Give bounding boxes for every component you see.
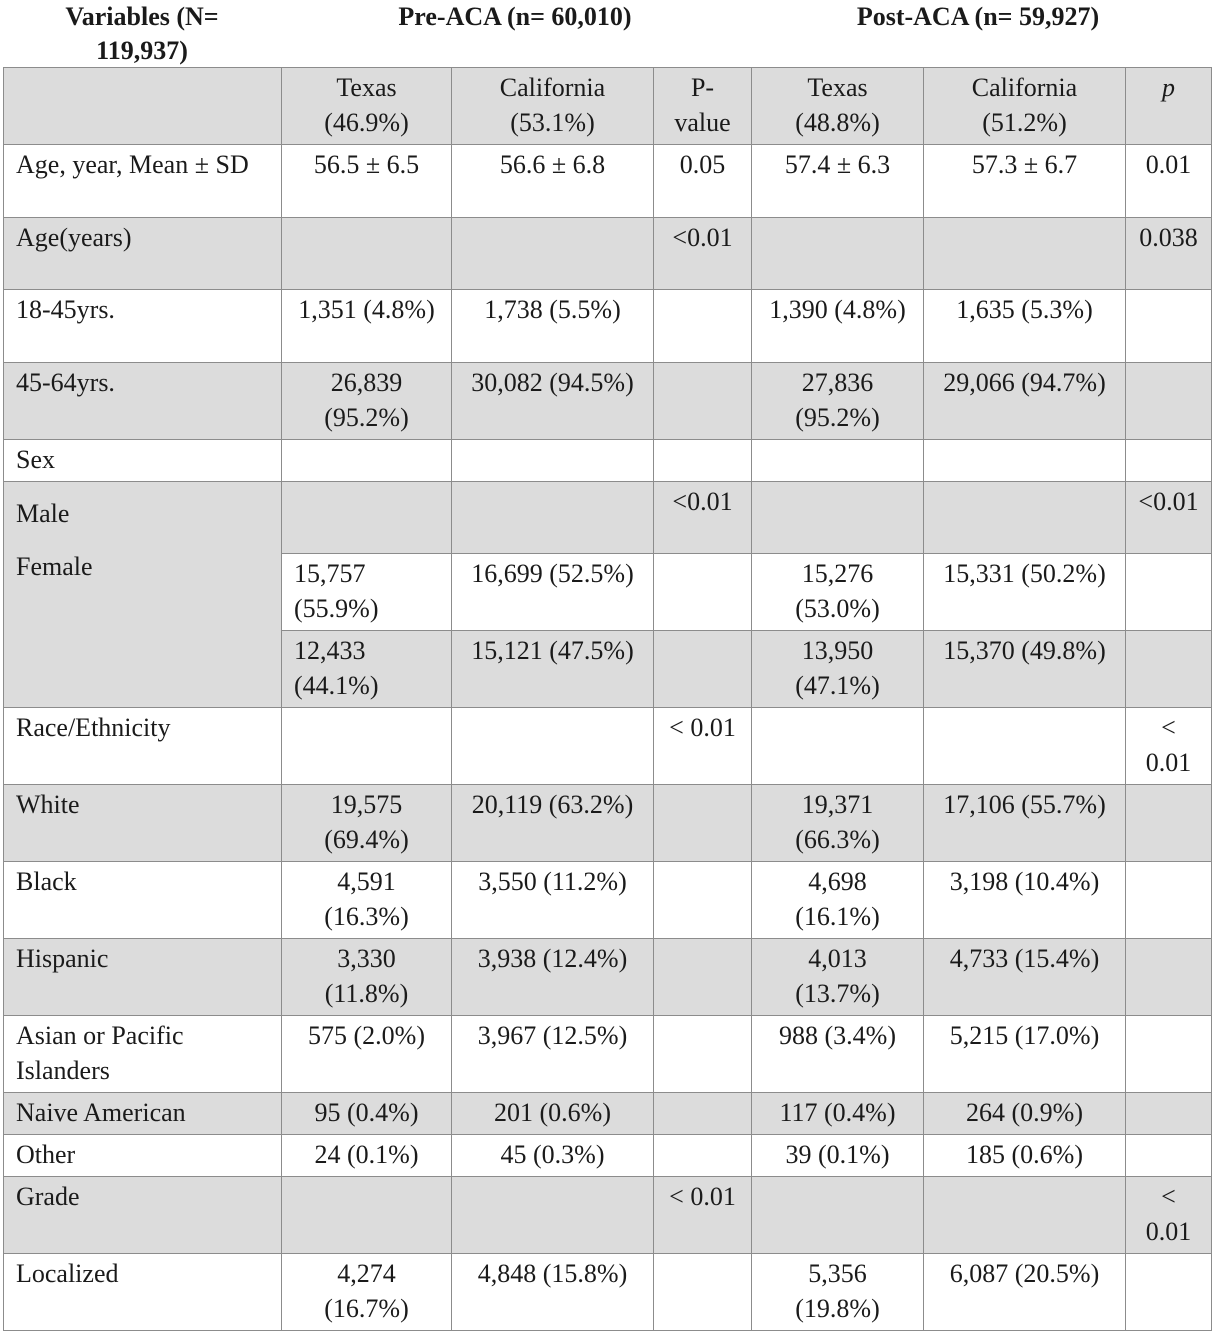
subheader-blank <box>4 68 282 145</box>
demographics-table <box>3 67 1212 1331</box>
cell-pre-california <box>452 708 654 785</box>
cell-post-p: 0.01 <box>1126 145 1212 218</box>
cell-pre-texas: 4,591 (16.3%) <box>282 862 452 939</box>
cell-pre-pvalue <box>654 440 752 482</box>
cell-pre-texas <box>282 708 452 785</box>
row-label: Age, year, Mean ± SD <box>4 145 282 218</box>
cell-pre-california <box>452 1177 654 1254</box>
cell-pre-texas <box>282 1177 452 1254</box>
cell-post-texas: 57.4 ± 6.3 <box>752 145 924 218</box>
cell-pre-california <box>452 218 654 290</box>
cell-post-p: < 0.01 <box>1126 708 1212 785</box>
cell-pre-texas: 95 (0.4%) <box>282 1093 452 1135</box>
cell-pre-texas <box>282 218 452 290</box>
cell-pre-texas: 56.5 ± 6.5 <box>282 145 452 218</box>
row-label: Sex <box>4 440 282 482</box>
cell-post-p <box>1126 862 1212 939</box>
table-row-white <box>4 785 1212 862</box>
cell-pre-california: 3,938 (12.4%) <box>452 939 654 1016</box>
table-row-hispanic <box>4 939 1212 1016</box>
cell-pre-texas <box>282 440 452 482</box>
cell-pre-pvalue: < 0.01 <box>654 1177 752 1254</box>
cell-post-p: < 0.01 <box>1126 1177 1212 1254</box>
cell-post-p: <0.01 <box>1126 482 1212 554</box>
cell-post-california <box>924 708 1126 785</box>
row-label: Naive American <box>4 1093 282 1135</box>
cell-post-p <box>1126 1093 1212 1135</box>
cell-pre-pvalue <box>654 363 752 440</box>
cell-post-california: 185 (0.6%) <box>924 1135 1126 1177</box>
cell-post-p <box>1126 554 1212 631</box>
subheader-post-texas: Texas (48.8%) <box>752 68 924 145</box>
cell-post-california: 15,331 (50.2%) <box>924 554 1126 631</box>
label-male: Male <box>16 499 70 528</box>
cell-post-california: 264 (0.9%) <box>924 1093 1126 1135</box>
table-row-age-mean <box>4 145 1212 218</box>
cell-post-texas: 1,390 (4.8%) <box>752 290 924 363</box>
cell-post-texas: 19,371 (66.3%) <box>752 785 924 862</box>
cell-pre-california: 15,121 (47.5%) <box>452 631 654 708</box>
subheader-pre-pvalue: P-value <box>654 68 752 145</box>
cell-pre-pvalue <box>654 785 752 862</box>
cell-pre-pvalue <box>654 290 752 363</box>
cell-post-p <box>1126 363 1212 440</box>
cell-pre-pvalue <box>654 1254 752 1331</box>
cell-post-california: 6,087 (20.5%) <box>924 1254 1126 1331</box>
cell-post-texas: 27,836 (95.2%) <box>752 363 924 440</box>
cell-pre-california: 3,967 (12.5%) <box>452 1016 654 1093</box>
cell-post-california: 15,370 (49.8%) <box>924 631 1126 708</box>
cell-post-california: 5,215 (17.0%) <box>924 1016 1126 1093</box>
cell-post-texas: 15,276 (53.0%) <box>752 554 924 631</box>
row-label: 45-64yrs. <box>4 363 282 440</box>
cell-post-california <box>924 440 1126 482</box>
cell-post-texas: 13,950 (47.1%) <box>752 631 924 708</box>
cell-post-texas <box>752 1177 924 1254</box>
cell-post-p <box>1126 1135 1212 1177</box>
cell-pre-texas: 12,433 (44.1%) <box>282 631 452 708</box>
cell-pre-texas: 26,839 (95.2%) <box>282 363 452 440</box>
table-subheader-row <box>4 68 1212 145</box>
cell-post-texas <box>752 708 924 785</box>
cell-pre-texas: 15,757 (55.9%) <box>282 554 452 631</box>
cell-post-california: 57.3 ± 6.7 <box>924 145 1126 218</box>
cell-pre-california: 1,738 (5.5%) <box>452 290 654 363</box>
cell-post-texas: 4,013 (13.7%) <box>752 939 924 1016</box>
cell-pre-california <box>452 440 654 482</box>
cell-pre-pvalue: 0.05 <box>654 145 752 218</box>
cell-pre-pvalue <box>654 862 752 939</box>
row-label: Age(years) <box>4 218 282 290</box>
cell-pre-california: 56.6 ± 6.8 <box>452 145 654 218</box>
cell-post-california <box>924 218 1126 290</box>
row-label: Asian or Pacific Islanders <box>4 1016 282 1093</box>
table-row-black <box>4 862 1212 939</box>
header-variables: Variables (N= 119,937) <box>65 2 219 65</box>
cell-pre-texas <box>282 482 452 554</box>
cell-post-p: 0.038 <box>1126 218 1212 290</box>
cell-pre-texas: 19,575 (69.4%) <box>282 785 452 862</box>
table-row-sex <box>4 440 1212 482</box>
cell-pre-california <box>452 482 654 554</box>
cell-pre-pvalue: < 0.01 <box>654 708 752 785</box>
row-label: Hispanic <box>4 939 282 1016</box>
cell-post-texas: 117 (0.4%) <box>752 1093 924 1135</box>
sex-labels-cell <box>4 482 282 708</box>
cell-pre-california: 16,699 (52.5%) <box>452 554 654 631</box>
label-female: Female <box>16 552 93 581</box>
subheader-post-california: California (51.2%) <box>924 68 1126 145</box>
cell-pre-pvalue <box>654 939 752 1016</box>
row-label: Black <box>4 862 282 939</box>
cell-post-p <box>1126 1016 1212 1093</box>
cell-pre-texas: 3,330 (11.8%) <box>282 939 452 1016</box>
table-row-age-18-45 <box>4 290 1212 363</box>
cell-pre-texas: 575 (2.0%) <box>282 1016 452 1093</box>
cell-pre-california: 4,848 (15.8%) <box>452 1254 654 1331</box>
table-row-age-45-64 <box>4 363 1212 440</box>
cell-pre-california: 20,119 (63.2%) <box>452 785 654 862</box>
table-row-localized <box>4 1254 1212 1331</box>
subheader-pre-california: California (53.1%) <box>452 68 654 145</box>
cell-pre-california: 3,550 (11.2%) <box>452 862 654 939</box>
row-label: Other <box>4 1135 282 1177</box>
table-row-other <box>4 1135 1212 1177</box>
cell-pre-texas: 24 (0.1%) <box>282 1135 452 1177</box>
row-label: Grade <box>4 1177 282 1254</box>
cell-pre-texas: 1,351 (4.8%) <box>282 290 452 363</box>
cell-post-california: 4,733 (15.4%) <box>924 939 1126 1016</box>
subheader-post-p: p <box>1126 68 1212 145</box>
cell-pre-pvalue <box>654 1093 752 1135</box>
table-row-asian <box>4 1016 1212 1093</box>
cell-post-p <box>1126 631 1212 708</box>
cell-post-p <box>1126 939 1212 1016</box>
cell-post-california <box>924 482 1126 554</box>
cell-post-california <box>924 1177 1126 1254</box>
row-label: Localized <box>4 1254 282 1331</box>
cell-post-texas: 4,698 (16.1%) <box>752 862 924 939</box>
cell-post-p <box>1126 440 1212 482</box>
cell-post-p <box>1126 290 1212 363</box>
cell-pre-pvalue <box>654 631 752 708</box>
header-pre-aca: Pre-ACA (n= 60,010) <box>398 2 632 31</box>
cell-post-california: 17,106 (55.7%) <box>924 785 1126 862</box>
cell-post-texas <box>752 218 924 290</box>
table-row-native-american <box>4 1093 1212 1135</box>
table-row-grade <box>4 1177 1212 1254</box>
cell-post-texas: 5,356 (19.8%) <box>752 1254 924 1331</box>
cell-pre-pvalue: <0.01 <box>654 482 752 554</box>
cell-post-texas: 39 (0.1%) <box>752 1135 924 1177</box>
cell-pre-pvalue <box>654 554 752 631</box>
cell-pre-pvalue <box>654 1016 752 1093</box>
header-post-aca: Post-ACA (n= 59,927) <box>856 2 1100 31</box>
row-label: Race/Ethnicity <box>4 708 282 785</box>
cell-post-texas <box>752 440 924 482</box>
cell-pre-pvalue <box>654 1135 752 1177</box>
cell-post-california: 3,198 (10.4%) <box>924 862 1126 939</box>
cell-post-california: 1,635 (5.3%) <box>924 290 1126 363</box>
table-row-race <box>4 708 1212 785</box>
cell-post-california: 29,066 (94.7%) <box>924 363 1126 440</box>
cell-pre-california: 201 (0.6%) <box>452 1093 654 1135</box>
cell-post-texas: 988 (3.4%) <box>752 1016 924 1093</box>
row-label: White <box>4 785 282 862</box>
cell-pre-california: 30,082 (94.5%) <box>452 363 654 440</box>
row-label: 18-45yrs. <box>4 290 282 363</box>
subheader-pre-texas: Texas (46.9%) <box>282 68 452 145</box>
cell-post-texas <box>752 482 924 554</box>
cell-pre-pvalue: <0.01 <box>654 218 752 290</box>
cell-pre-california: 45 (0.3%) <box>452 1135 654 1177</box>
table-row-age-years <box>4 218 1212 290</box>
cell-pre-texas: 4,274 (16.7%) <box>282 1254 452 1331</box>
table-row-sex-pvalues <box>4 482 1212 554</box>
cell-post-p <box>1126 785 1212 862</box>
cell-post-p <box>1126 1254 1212 1331</box>
